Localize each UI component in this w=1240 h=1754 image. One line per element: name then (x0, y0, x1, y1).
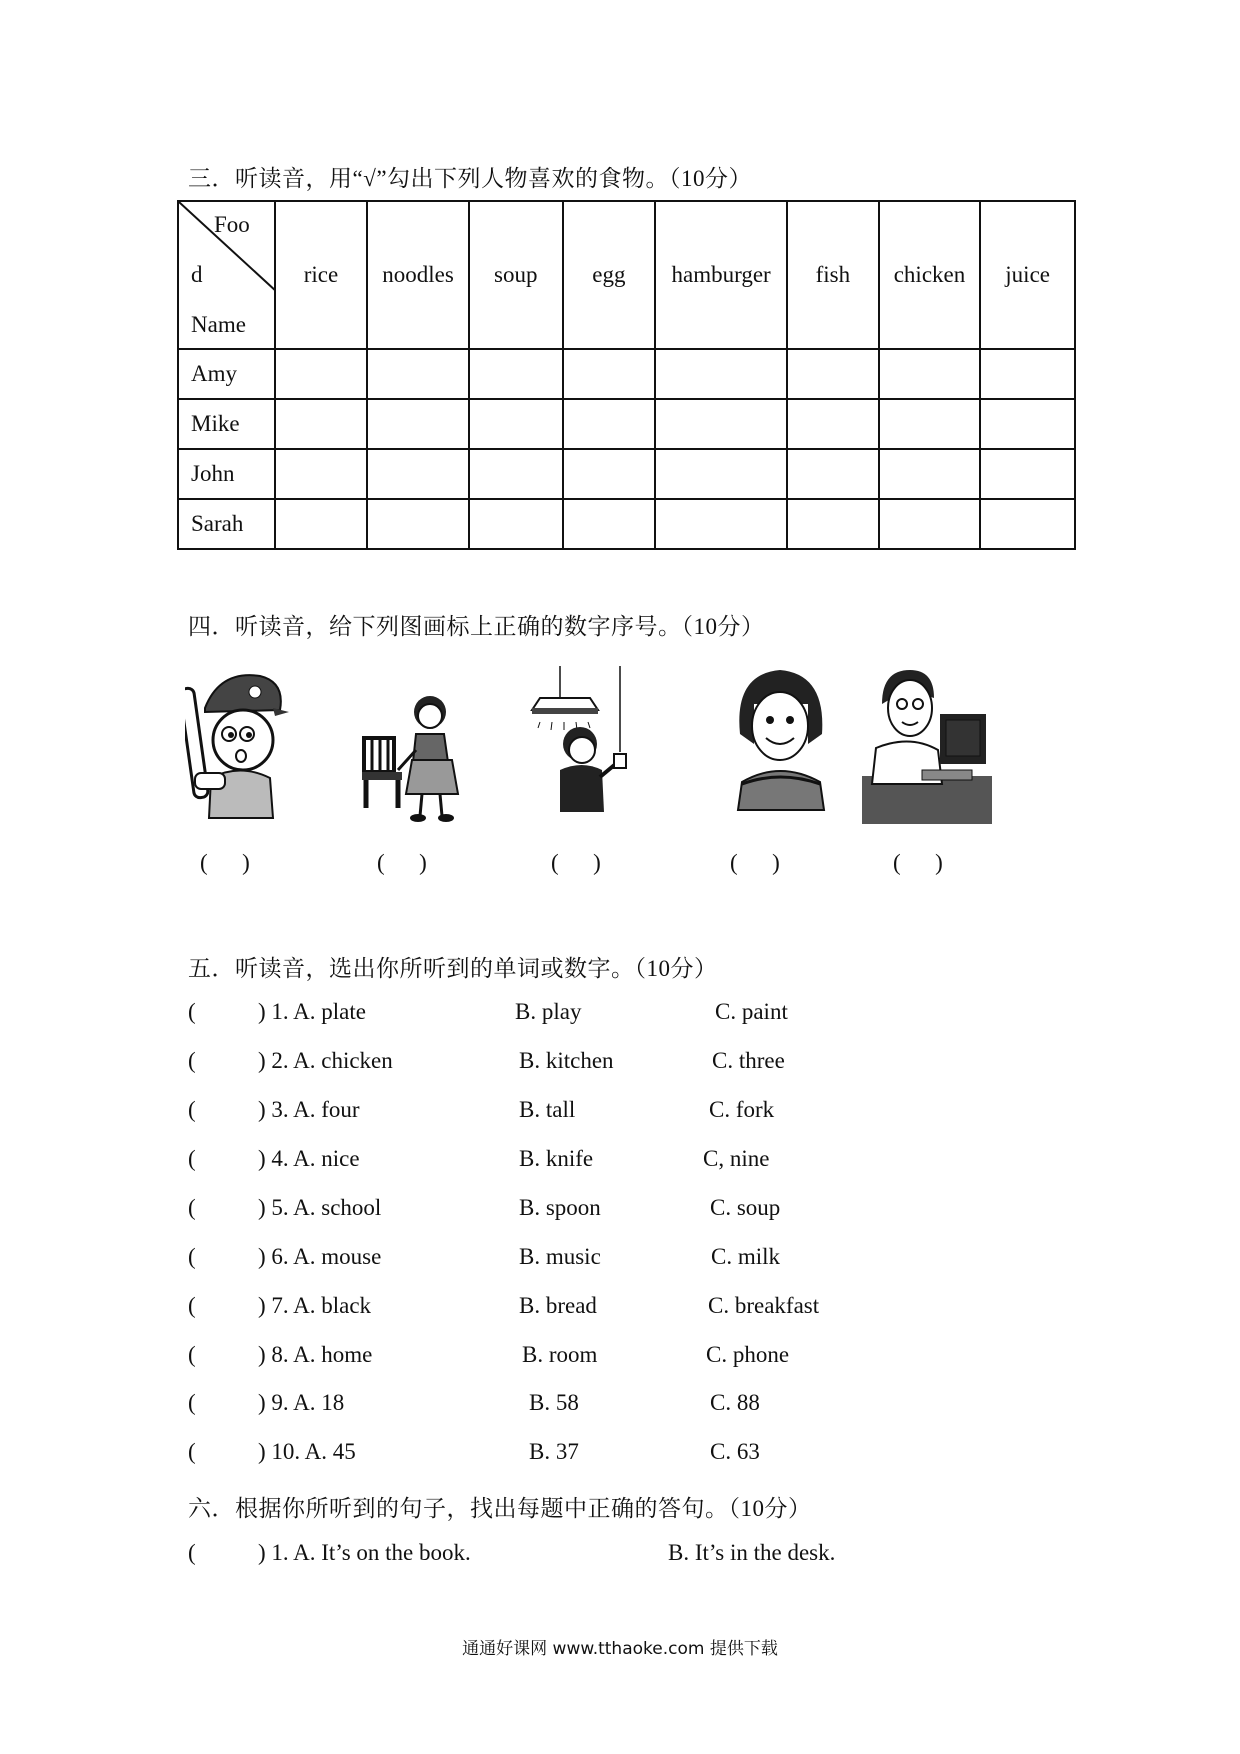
answer-paren[interactable]: ( (188, 1048, 196, 1073)
answer-paren[interactable]: ( (188, 1390, 196, 1415)
answer-paren[interactable]: ( (188, 1439, 196, 1464)
option-c: C. 63 (710, 1439, 760, 1464)
boy-turning-on-light-picture (530, 662, 640, 822)
girl-with-chair-picture (360, 690, 470, 830)
check-cell[interactable] (469, 349, 563, 399)
answer-blank[interactable]: ( ) (551, 850, 601, 875)
check-cell[interactable] (879, 499, 981, 549)
check-cell[interactable] (563, 449, 656, 499)
smiling-girl-picture (728, 664, 833, 814)
table-row (178, 399, 1075, 449)
option-c: C. phone (706, 1342, 790, 1367)
option-c: C. three (712, 1048, 785, 1073)
section5-heading: 五．听读音，选出你所听到的单词或数字。（10分） (188, 956, 718, 981)
table-corner-cell (178, 201, 275, 349)
food-header-cell: noodles (367, 201, 469, 349)
check-cell[interactable] (367, 449, 469, 499)
section6-heading: 六．根据你所听到的句子，找出每题中正确的答句。（10分） (188, 1496, 812, 1521)
baseball-boy-picture (185, 668, 290, 828)
check-cell[interactable] (275, 499, 368, 549)
section3-heading: 三．听读音，用“√”勾出下列人物喜欢的食物。（10分） (188, 166, 753, 191)
answer-paren[interactable]: ( (188, 1540, 196, 1565)
check-cell[interactable] (655, 399, 787, 449)
section4-heading: 四．听读音，给下列图画标上正确的数字序号。（10分） (188, 614, 765, 639)
food-preference-table (177, 200, 1076, 550)
option-a: ) 5. A. school (258, 1195, 382, 1220)
question-row (188, 1195, 1088, 1225)
check-cell[interactable] (469, 449, 563, 499)
option-b: B. 37 (529, 1439, 579, 1464)
check-cell[interactable] (879, 349, 981, 399)
food-header-cell: rice (275, 201, 368, 349)
option-b: B. knife (519, 1146, 594, 1171)
check-cell[interactable] (367, 399, 469, 449)
table-row (178, 499, 1075, 549)
check-cell[interactable] (787, 499, 879, 549)
option-a: ) 2. A. chicken (258, 1048, 393, 1073)
question-row (188, 1342, 1088, 1372)
man-at-computer-picture (862, 664, 992, 824)
option-a: ) 7. A. black (258, 1293, 372, 1318)
check-cell[interactable] (655, 449, 787, 499)
option-a: ) 1. A. plate (258, 999, 366, 1024)
corner-label-food-part2: d (191, 262, 203, 287)
answer-paren[interactable]: ( (188, 1293, 196, 1318)
option-c: C. milk (711, 1244, 781, 1269)
question-row (188, 1439, 1088, 1469)
option-c: C. paint (715, 999, 788, 1024)
option-b: B. It’s in the desk. (668, 1540, 836, 1565)
option-a: ) 3. A. four (258, 1097, 360, 1122)
option-a: ) 1. A. It’s on the book. (258, 1540, 471, 1565)
answer-blank[interactable]: ( ) (893, 850, 943, 875)
answer-blank[interactable]: ( ) (200, 850, 250, 875)
answer-paren[interactable]: ( (188, 1244, 196, 1269)
check-cell[interactable] (563, 499, 656, 549)
question-row (188, 1048, 1088, 1078)
option-c: C, nine (703, 1146, 770, 1171)
check-cell[interactable] (980, 499, 1075, 549)
question-row (188, 1390, 1088, 1420)
check-cell[interactable] (655, 349, 787, 399)
option-a: ) 8. A. home (258, 1342, 373, 1367)
page-footer: 通通好课网 www.tthaoke.com 提供下载 (462, 1639, 778, 1659)
name-cell: Mike (178, 399, 275, 449)
option-a: ) 9. A. 18 (258, 1390, 345, 1415)
answer-paren[interactable]: ( (188, 999, 196, 1024)
question-row (188, 1097, 1088, 1127)
option-a: ) 6. A. mouse (258, 1244, 382, 1269)
check-cell[interactable] (879, 449, 981, 499)
check-cell[interactable] (787, 449, 879, 499)
option-b: B. tall (519, 1097, 576, 1122)
option-c: C. fork (709, 1097, 775, 1122)
option-a: ) 10. A. 45 (258, 1439, 356, 1464)
check-cell[interactable] (469, 499, 563, 549)
option-b: B. spoon (519, 1195, 601, 1220)
food-header-cell: chicken (879, 201, 981, 349)
check-cell[interactable] (563, 399, 656, 449)
answer-paren[interactable]: ( (188, 1097, 196, 1122)
option-b: B. music (519, 1244, 601, 1269)
check-cell[interactable] (563, 349, 656, 399)
question-row (188, 1146, 1088, 1176)
check-cell[interactable] (275, 399, 368, 449)
question-row (188, 1540, 1088, 1570)
food-header-cell: egg (563, 201, 656, 349)
food-header-cell: fish (787, 201, 879, 349)
check-cell[interactable] (275, 349, 368, 399)
check-cell[interactable] (367, 349, 469, 399)
food-header-cell: soup (469, 201, 563, 349)
option-b: B. bread (519, 1293, 597, 1318)
question-row (188, 999, 1088, 1029)
check-cell[interactable] (980, 449, 1075, 499)
answer-paren[interactable]: ( (188, 1195, 196, 1220)
answer-blank[interactable]: ( ) (730, 850, 780, 875)
option-c: C. breakfast (708, 1293, 820, 1318)
check-cell[interactable] (367, 499, 469, 549)
question-row (188, 1244, 1088, 1274)
check-cell[interactable] (980, 349, 1075, 399)
option-b: B. kitchen (519, 1048, 614, 1073)
corner-label-name: Name (191, 312, 246, 337)
answer-blank[interactable]: ( ) (377, 850, 427, 875)
answer-paren[interactable]: ( (188, 1146, 196, 1171)
name-cell: Sarah (178, 499, 275, 549)
option-b: B. room (522, 1342, 598, 1367)
option-c: C. soup (710, 1195, 781, 1220)
check-cell[interactable] (275, 449, 368, 499)
option-b: B. 58 (529, 1390, 579, 1415)
check-cell[interactable] (980, 399, 1075, 449)
check-cell[interactable] (655, 499, 787, 549)
check-cell[interactable] (787, 399, 879, 449)
check-cell[interactable] (787, 349, 879, 399)
question-row (188, 1293, 1088, 1323)
option-b: B. play (515, 999, 582, 1024)
option-c: C. 88 (710, 1390, 760, 1415)
name-cell: Amy (178, 349, 275, 399)
check-cell[interactable] (469, 399, 563, 449)
food-header-cell: hamburger (655, 201, 787, 349)
corner-label-food-part1: Foo (214, 212, 250, 237)
table-row (178, 449, 1075, 499)
check-cell[interactable] (879, 399, 981, 449)
option-a: ) 4. A. nice (258, 1146, 360, 1171)
food-header-cell: juice (980, 201, 1075, 349)
answer-paren[interactable]: ( (188, 1342, 196, 1367)
name-cell: John (178, 449, 275, 499)
table-row (178, 349, 1075, 399)
